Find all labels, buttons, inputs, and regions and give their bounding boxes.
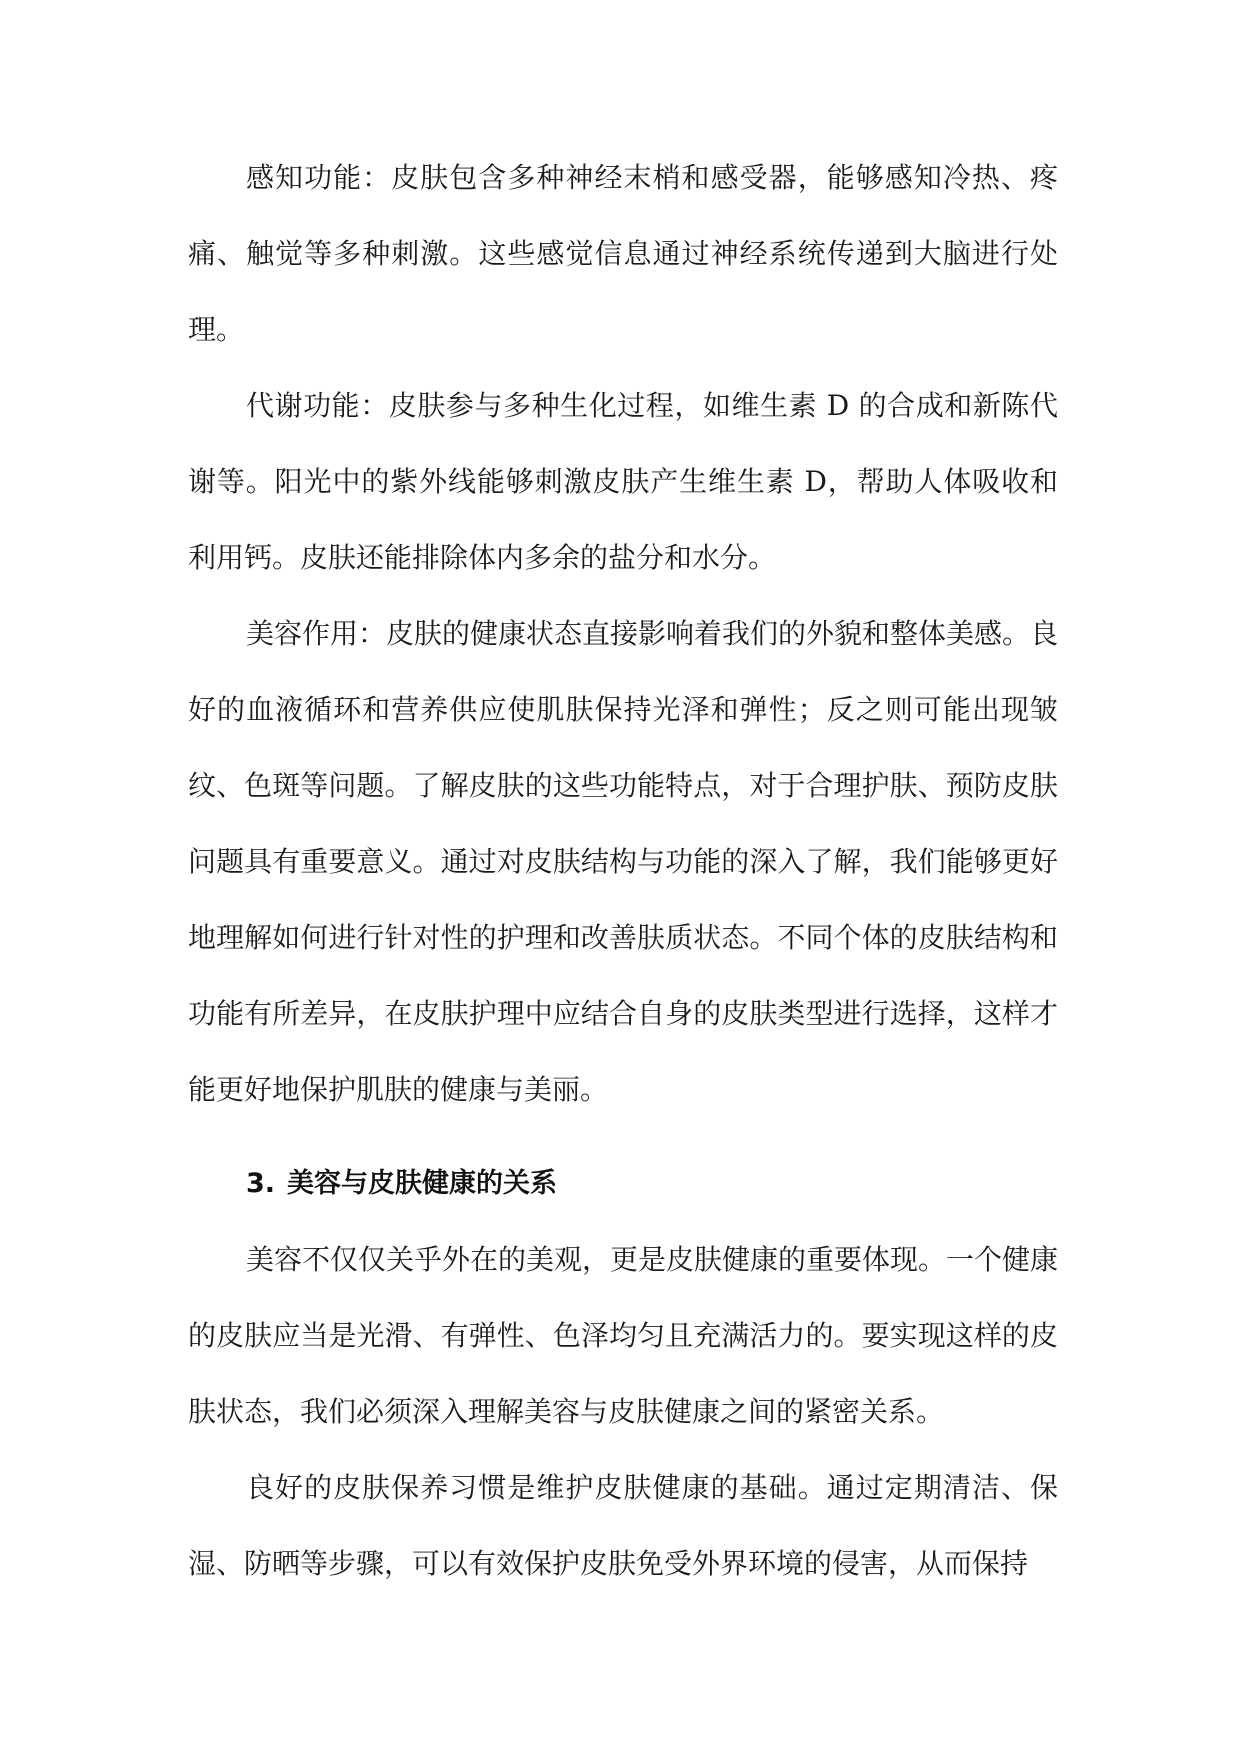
document-body <box>188 140 1058 1602</box>
paragraph-metabolic-function: 代谢功能：皮肤参与多种生化过程，如维生素 D 的合成和新陈代谢等。阳光中的紫外线能够刺激皮肤产生维生素 D，帮助人体吸收和利用钙。皮肤还能排除体内多余的盐分和水分。 <box>188 389 1058 574</box>
paragraph-care-habits: 良好的皮肤保养习惯是维护皮肤健康的基础。通过定期清洁、保湿、防晒等步骤，可以有效保护皮肤免受外界环境的侵害，从而保持 <box>188 1471 1058 1580</box>
paragraph-beauty-and-health: 美容不仅仅关乎外在的美观，更是皮肤健康的重要体现。一个健康的皮肤应当是光滑、有弹性、色泽均匀且充满活力的。要实现这样的皮肤状态，我们必须深入理解美容与皮肤健康之间的紧密关系。 <box>188 1243 1059 1428</box>
paragraph-sensory-function: 感知功能：皮肤包含多种神经末梢和感受器，能够感知冷热、疼痛、触觉等多种刺激。这些感觉信息通过神经系统传递到大脑进行处理。 <box>188 161 1058 346</box>
section-heading <box>188 1146 1058 1222</box>
paragraph-beauty-role: 美容作用：皮肤的健康状态直接影响着我们的外貌和整体美感。良好的血液循环和营养供应使肌肤保持光泽和弹性；反之则可能出现皱纹、色斑等问题。了解皮肤的这些功能特点，对于合理护肤、预防皮肤问题具有重要意义。通过对皮肤结构与功能的深入了解，我们能够更好地理解如何进行针对性的护理和改善肤质状态。不同个体的皮肤结构和功能有所差异，在皮肤护理中应结合自身的皮肤类型进行选择，这样才能更好地保护肌肤的健康与美丽。 <box>188 617 1059 1106</box>
section-title: 美容与皮肤健康的关系 <box>287 1168 558 1199</box>
section-number: 3. <box>246 1168 276 1199</box>
